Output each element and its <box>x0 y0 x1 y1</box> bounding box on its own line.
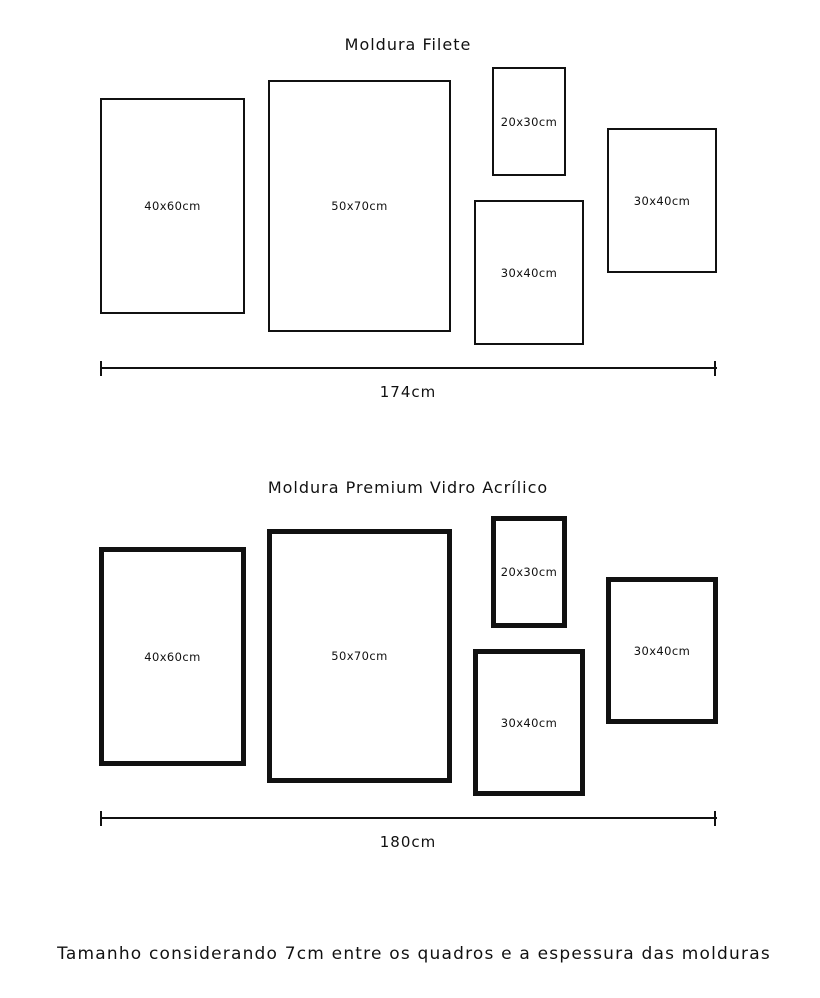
frame-20x30 <box>491 516 567 628</box>
frame-40x60 <box>100 98 245 314</box>
dimension-line <box>100 817 717 819</box>
section-title: Moldura Filete <box>344 35 472 54</box>
section-title: Moldura Premium Vidro Acrílico <box>267 478 549 497</box>
frame-size-label: 50x70cm <box>331 199 388 213</box>
total-width-label: 174cm <box>379 383 437 401</box>
frame-size-label: 20x30cm <box>500 565 558 579</box>
frame-size-label: 50x70cm <box>331 649 388 663</box>
frame-50x70 <box>267 529 452 783</box>
frame-size-label: 40x60cm <box>144 199 201 213</box>
frame-20x30 <box>492 67 566 176</box>
dimension-tick-right <box>714 361 716 376</box>
frame-30x40-right <box>607 128 717 273</box>
frame-50x70 <box>268 80 451 332</box>
frame-40x60 <box>99 547 246 766</box>
frame-size-label: 30x40cm <box>633 643 691 658</box>
frame-30x40-bottom <box>473 649 585 796</box>
dimension-line <box>100 367 717 369</box>
dimension-tick-right <box>714 811 716 826</box>
frame-30x40-right <box>606 577 718 724</box>
total-width-label: 180cm <box>379 833 437 851</box>
frame-size-label: 30x40cm <box>500 265 558 280</box>
footnote: Tamanho considerando 7cm entre os quadros e a espessura das molduras <box>57 944 771 964</box>
frame-size-label: 20x30cm <box>500 114 558 129</box>
frame-size-label: 30x40cm <box>633 193 691 208</box>
frame-size-label: 30x40cm <box>500 715 558 730</box>
frame-size-label: 40x60cm <box>144 649 201 664</box>
frame-30x40-bottom <box>474 200 584 345</box>
